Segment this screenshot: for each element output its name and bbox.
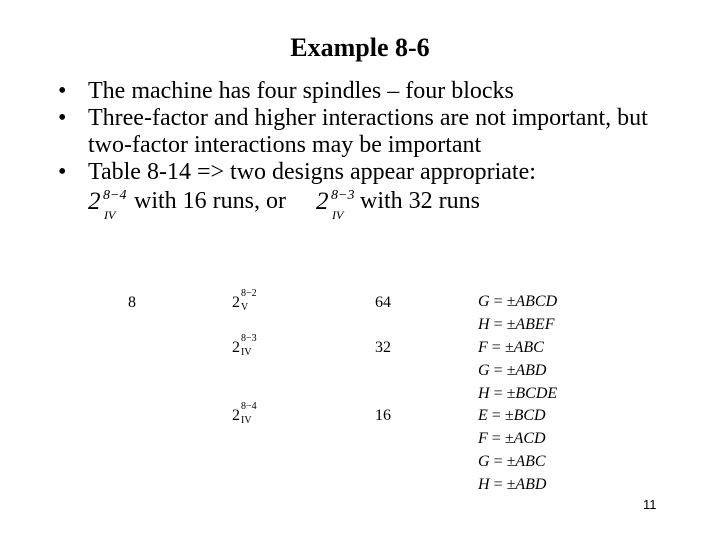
design-cell	[232, 401, 257, 426]
generator-cell	[478, 362, 546, 380]
generator-cell	[478, 316, 554, 334]
generator-cell	[478, 430, 546, 448]
generator-factor: E	[478, 407, 488, 424]
generator-cell	[478, 453, 546, 471]
design-resolution: IV	[332, 208, 344, 222]
design-option-text-1: with 16 runs, or	[134, 188, 286, 214]
generator-cell	[478, 476, 546, 494]
design-resolution: IV	[104, 208, 116, 222]
page-number: 11	[643, 497, 657, 512]
generator-equals: =	[493, 293, 503, 310]
design-base: 2	[316, 188, 329, 215]
generator-factor: F	[478, 430, 488, 447]
design-cell	[232, 288, 257, 313]
design-cell	[232, 333, 257, 358]
bullet-dot-icon: •	[58, 78, 67, 104]
generator-equals: =	[493, 476, 503, 493]
generator-relation: ±ABC	[504, 339, 544, 356]
generator-equals: =	[493, 453, 503, 470]
generator-factor: H	[478, 316, 490, 333]
design-exponent: 8−2	[241, 288, 257, 299]
generator-cell	[478, 339, 544, 357]
generator-relation: ±ABEF	[506, 316, 555, 333]
generator-factor: G	[478, 362, 490, 379]
runs-cell: 32	[375, 339, 391, 356]
design-base: 2	[232, 407, 240, 424]
runs-cell: 16	[375, 407, 391, 424]
generator-factor: G	[478, 453, 490, 470]
generator-factor: H	[478, 385, 490, 402]
generator-cell	[478, 293, 557, 311]
design-exponent: 8−4	[103, 188, 127, 203]
bullet-text: Table 8-14 => two designs appear appropriate:	[88, 159, 536, 185]
design-exponent: 8−3	[331, 188, 355, 203]
design-option-text-2: with 32 runs	[360, 188, 480, 214]
runs-cell: 64	[375, 294, 391, 311]
design-resolution: IV	[241, 415, 252, 426]
design-resolution: V	[241, 302, 249, 313]
bullet-dot-icon: •	[58, 105, 67, 131]
design-exponent: 8−4	[241, 401, 257, 412]
generator-equals: =	[493, 362, 503, 379]
generator-equals: =	[493, 385, 503, 402]
bullet-text: The machine has four spindles – four blocks	[88, 78, 514, 104]
design-base: 2	[88, 188, 101, 215]
generator-factor: H	[478, 476, 490, 493]
generator-factor: G	[478, 293, 490, 310]
design-exponent: 8−3	[241, 333, 257, 344]
generator-cell	[478, 407, 546, 425]
factors-cell: 8	[128, 294, 136, 311]
generator-equals: =	[491, 339, 501, 356]
bullet-dot-icon: •	[58, 159, 67, 185]
design-base: 2	[232, 339, 240, 356]
generator-relation: ±ABCD	[506, 293, 558, 310]
generator-equals: =	[491, 407, 501, 424]
design-resolution: IV	[241, 347, 252, 358]
generator-factor: F	[478, 339, 488, 356]
generator-relation: ±BCDE	[506, 385, 558, 402]
bullet-text: Three-factor and higher interactions are not important, but two-factor interactions may be important	[88, 105, 648, 158]
design-base: 2	[232, 294, 240, 311]
generator-equals: =	[493, 316, 503, 333]
generator-cell	[478, 385, 557, 403]
generator-relation: ±BCD	[504, 407, 546, 424]
generator-relation: ±ABD	[506, 362, 547, 379]
generator-relation: ±ACD	[504, 430, 546, 447]
generator-equals: =	[491, 430, 501, 447]
generator-relation: ±ABD	[506, 476, 547, 493]
generator-relation: ±ABC	[506, 453, 546, 470]
slide-title: Example 8-6	[290, 33, 430, 62]
